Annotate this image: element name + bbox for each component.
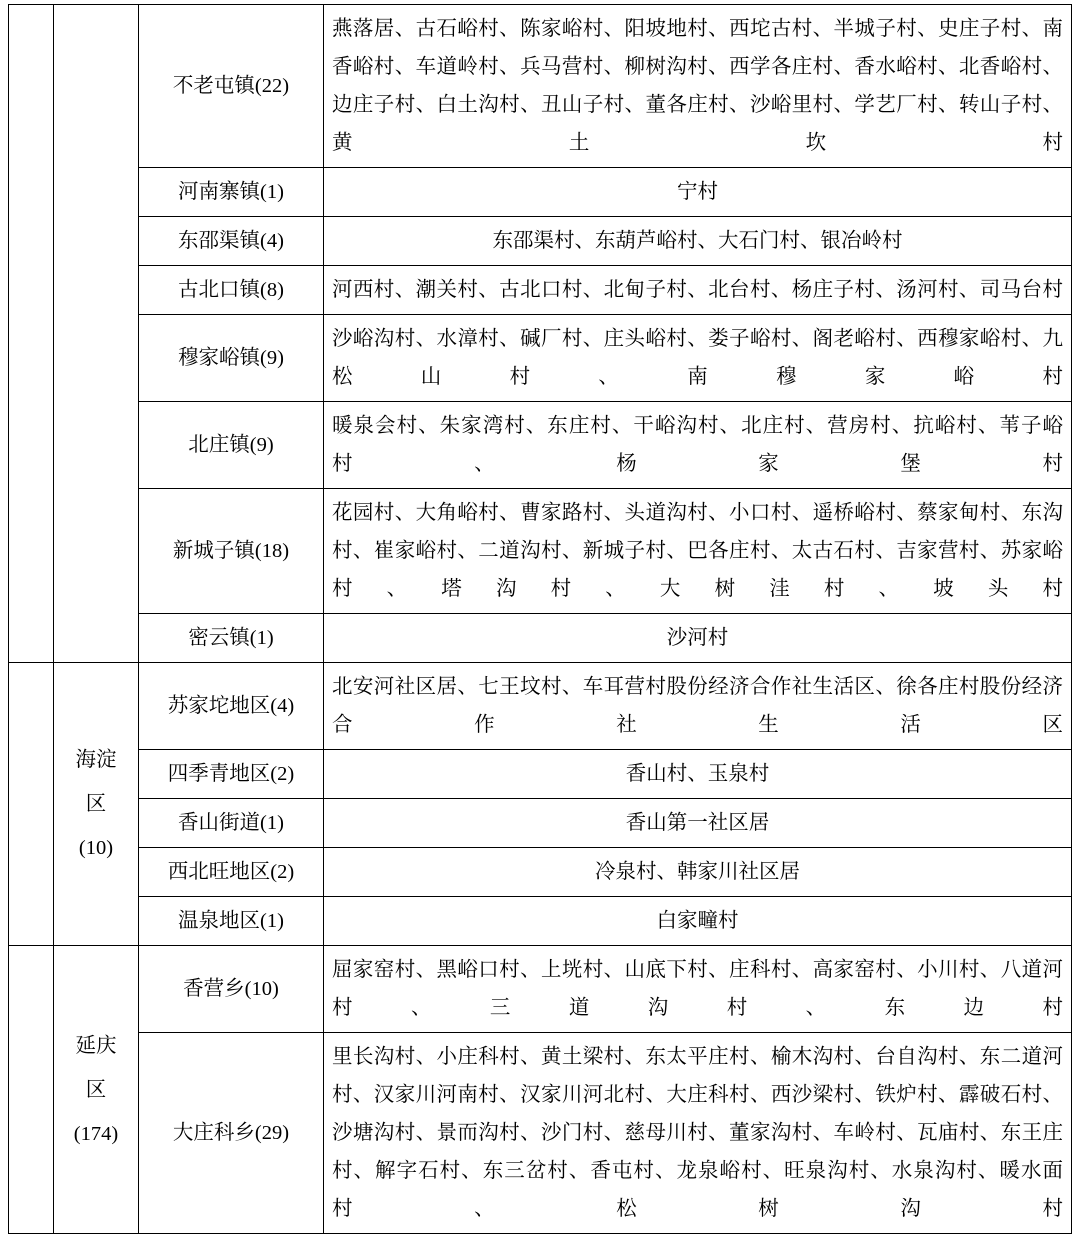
district-cell-yanqing xyxy=(54,946,139,1234)
town-name: 穆家峪镇(9) xyxy=(139,315,324,402)
outer-spacer-cell xyxy=(9,5,54,663)
table-row xyxy=(9,489,1072,614)
district-cell-miyun xyxy=(54,5,139,663)
district-count: (10) xyxy=(78,837,114,859)
village-list: 东邵渠村、东葫芦峪村、大石门村、银冶岭村 xyxy=(324,217,1072,266)
table-row xyxy=(9,5,1072,168)
village-list: 里长沟村、小庄科村、黄土梁村、东太平庄村、榆木沟村、台自沟村、东二道河村、汉家川河南村、汉家川河北村、大庄科村、西沙梁村、铁炉村、霹破石村、沙塘沟村、景而沟村、沙门村、慈母川村、董家沟村、车岭村、瓦庙村、东王庄村、解字石村、东三岔村、香屯村、龙泉峪村、旺泉沟村、水泉沟村、暖水面村、松树沟村 xyxy=(324,1033,1072,1234)
district-label: 海淀 xyxy=(75,749,117,771)
village-list: 燕落居、古石峪村、陈家峪村、阳坡地村、西坨古村、半城子村、史庄子村、南香峪村、车道岭村、兵马营村、柳树沟村、西学各庄村、香水峪村、北香峪村、边庄子村、白土沟村、丑山子村、董各庄村、沙峪里村、学艺厂村、转山子村、黄土坎村 xyxy=(324,5,1072,168)
village-list: 河西村、潮关村、古北口村、北甸子村、北台村、杨庄子村、汤河村、司马台村 xyxy=(324,266,1072,315)
village-list: 北安河社区居、七王坟村、车耳营村股份经济合作社生活区、徐各庄村股份经济合作社生活区 xyxy=(324,663,1072,750)
town-name: 新城子镇(18) xyxy=(139,489,324,614)
town-name: 河南寨镇(1) xyxy=(139,168,324,217)
table-row xyxy=(9,402,1072,489)
district-suffix: 区 xyxy=(85,793,107,815)
village-list: 香山第一社区居 xyxy=(324,799,1072,848)
town-name: 北庄镇(9) xyxy=(139,402,324,489)
village-list: 宁村 xyxy=(324,168,1072,217)
village-list: 香山村、玉泉村 xyxy=(324,750,1072,799)
table-row xyxy=(9,750,1072,799)
table-row xyxy=(9,266,1072,315)
village-list: 白家疃村 xyxy=(324,897,1072,946)
table-row xyxy=(9,799,1072,848)
village-list: 花园村、大角峪村、曹家路村、头道沟村、小口村、遥桥峪村、蔡家甸村、东沟村、崔家峪村、二道沟村、新城子村、巴各庄村、太古石村、吉家营村、苏家峪村、塔沟村、大树洼村、坡头村 xyxy=(324,489,1072,614)
village-list-table xyxy=(8,4,1072,1234)
town-name: 古北口镇(8) xyxy=(139,266,324,315)
town-name: 东邵渠镇(4) xyxy=(139,217,324,266)
district-suffix: 区 xyxy=(85,1078,107,1101)
town-name: 温泉地区(1) xyxy=(139,897,324,946)
town-name: 不老屯镇(22) xyxy=(139,5,324,168)
town-name: 四季青地区(2) xyxy=(139,750,324,799)
table-row xyxy=(9,614,1072,663)
table-row xyxy=(9,217,1072,266)
table-row xyxy=(9,1033,1072,1234)
town-name: 香营乡(10) xyxy=(139,946,324,1033)
village-list: 暖泉会村、朱家湾村、东庄村、干峪沟村、北庄村、营房村、抗峪村、苇子峪村、杨家堡村 xyxy=(324,402,1072,489)
table-row xyxy=(9,897,1072,946)
district-label: 延庆 xyxy=(75,1034,117,1057)
district-cell-haidian xyxy=(54,663,139,946)
outer-spacer-cell xyxy=(9,663,54,946)
village-list: 沙河村 xyxy=(324,614,1072,663)
town-name: 香山街道(1) xyxy=(139,799,324,848)
table-row xyxy=(9,168,1072,217)
town-name: 大庄科乡(29) xyxy=(139,1033,324,1234)
town-name: 密云镇(1) xyxy=(139,614,324,663)
village-list: 屈家窑村、黑峪口村、上垙村、山底下村、庄科村、高家窑村、小川村、八道河村、三道沟村、东边村 xyxy=(324,946,1072,1033)
village-list: 沙峪沟村、水漳村、碱厂村、庄头峪村、娄子峪村、阁老峪村、西穆家峪村、九松山村、南穆家峪村 xyxy=(324,315,1072,402)
table-row xyxy=(9,848,1072,897)
table-row xyxy=(9,663,1072,750)
village-list: 冷泉村、韩家川社区居 xyxy=(324,848,1072,897)
town-name: 西北旺地区(2) xyxy=(139,848,324,897)
table-row xyxy=(9,946,1072,1033)
table-row xyxy=(9,315,1072,402)
district-count: (174) xyxy=(73,1122,119,1145)
town-name: 苏家坨地区(4) xyxy=(139,663,324,750)
outer-spacer-cell xyxy=(9,946,54,1234)
